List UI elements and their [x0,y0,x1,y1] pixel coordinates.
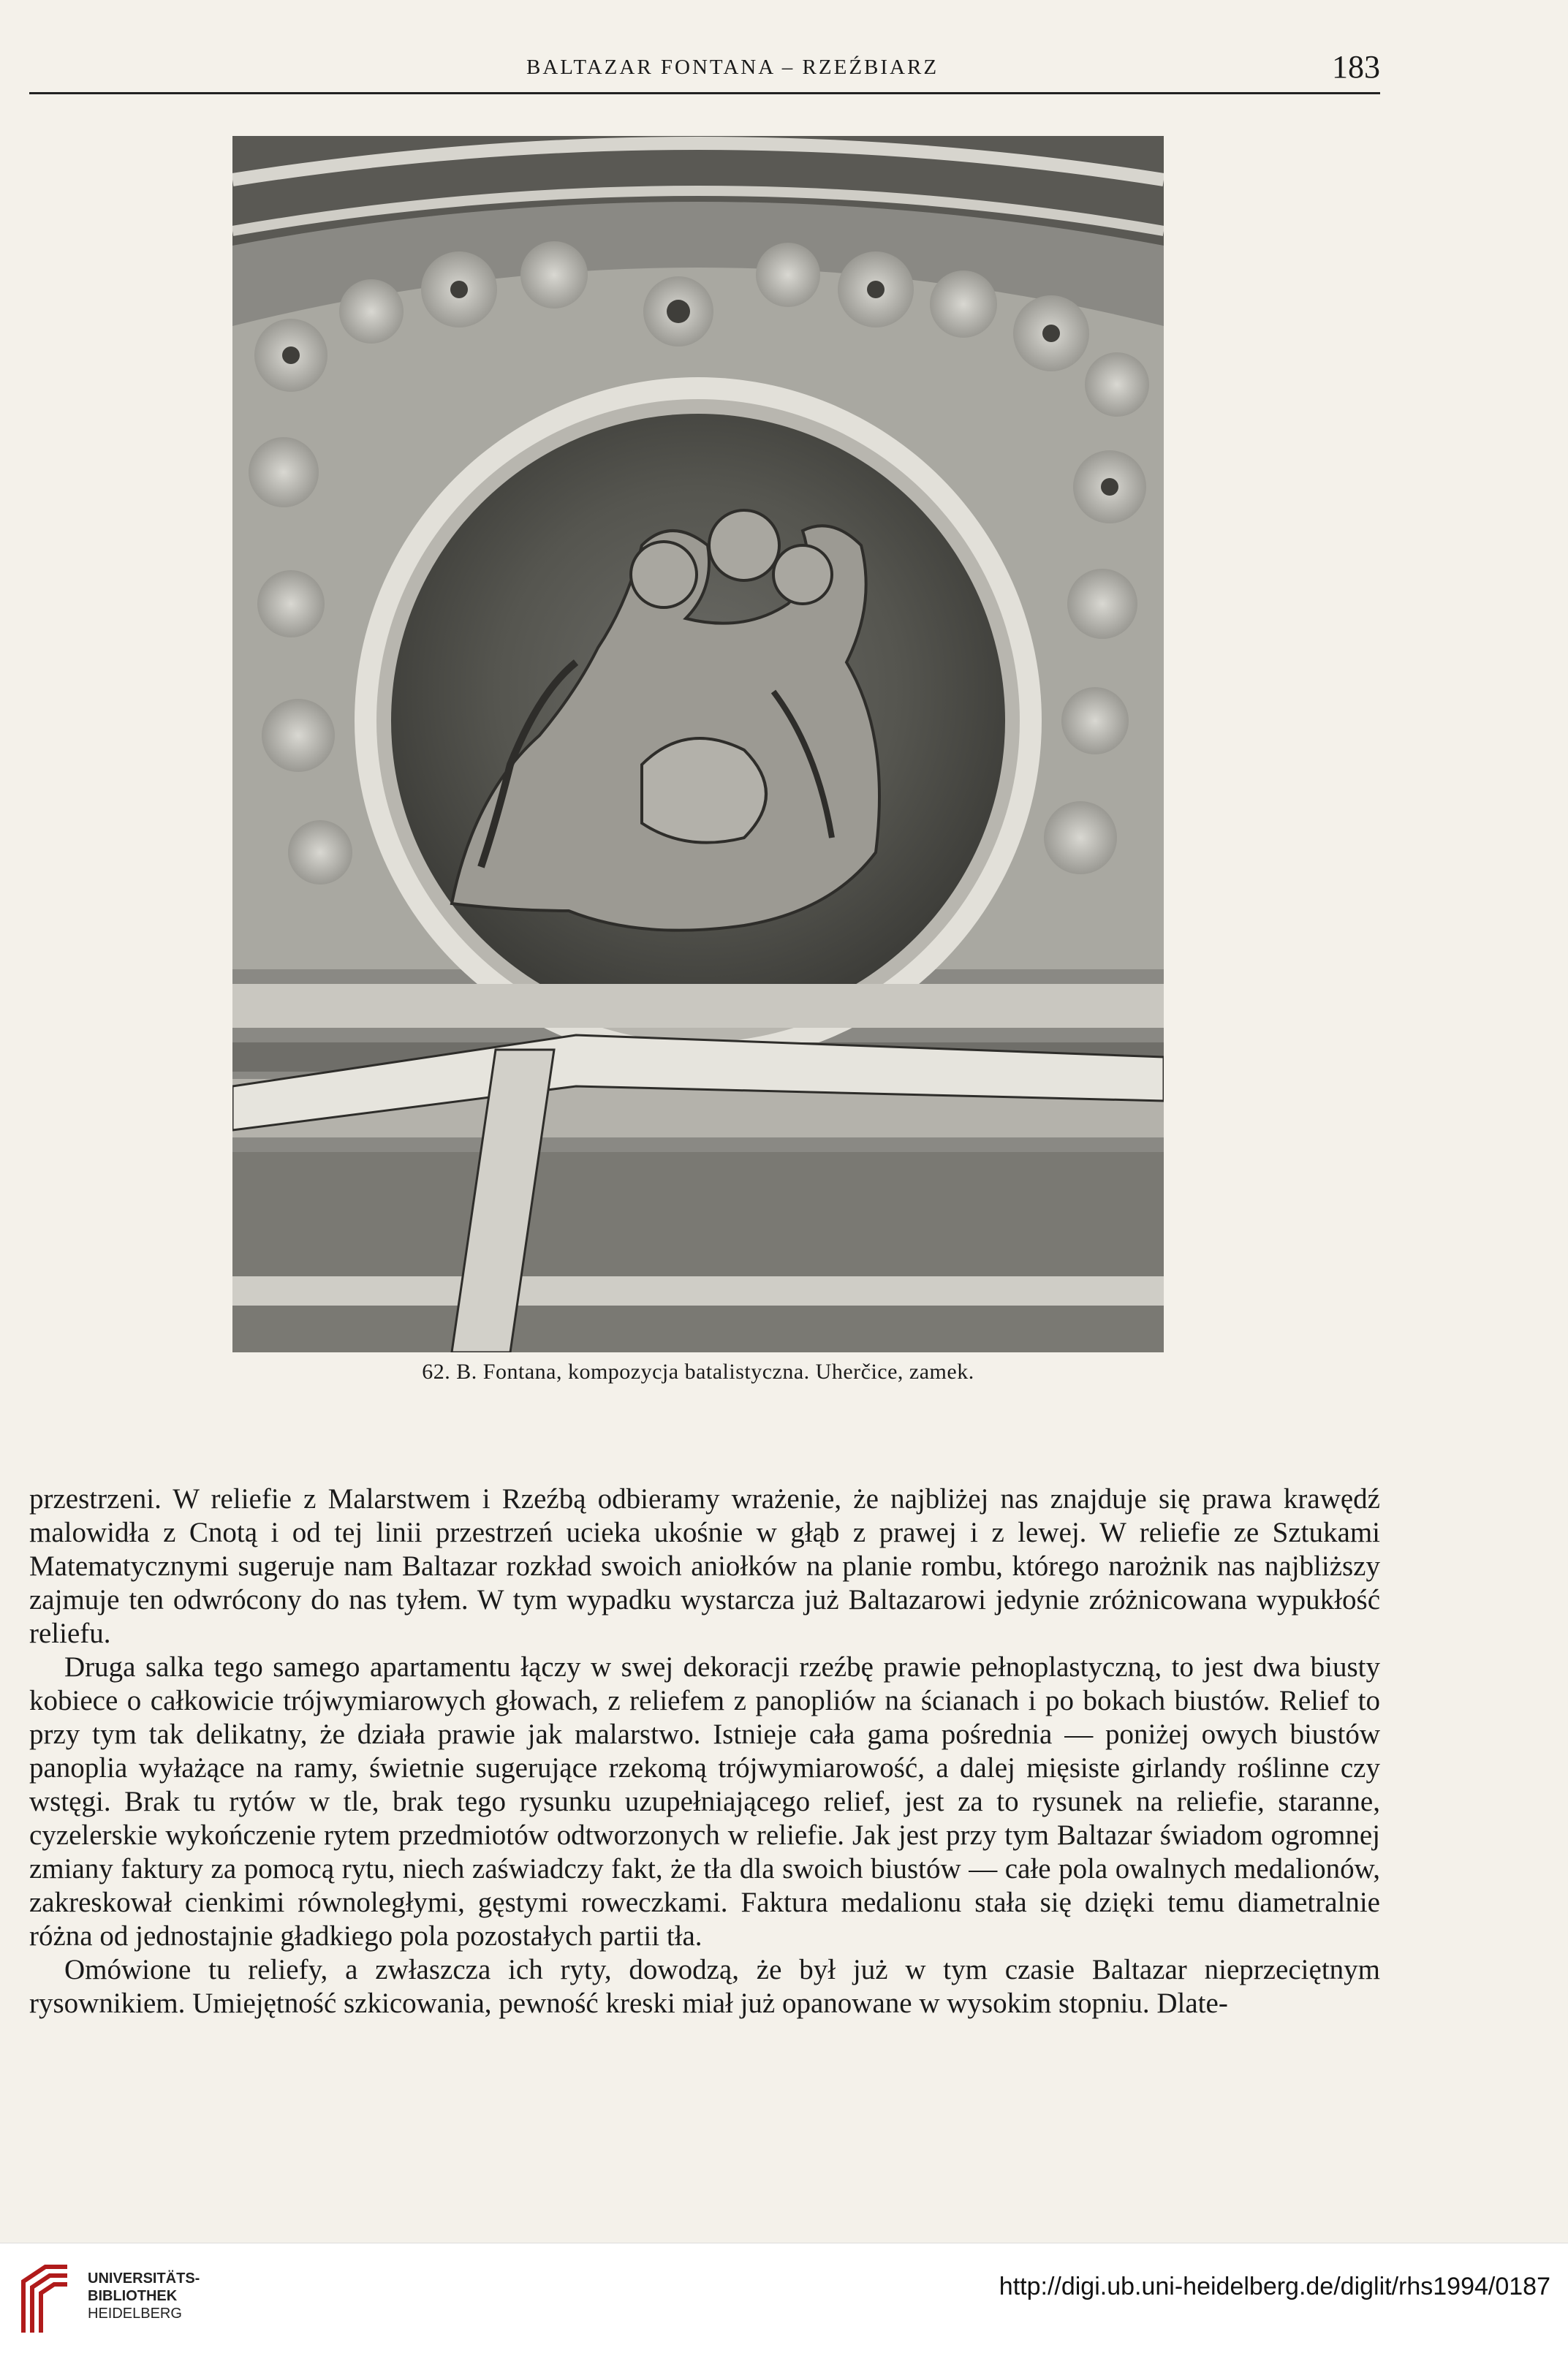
relief-photograph [232,136,1164,1352]
library-name-line: UNIVERSITÄTS- [88,2270,200,2287]
lower-cornice [232,984,1164,1028]
paragraph: przestrzeni. W reliefie z Malarstwem i Rzeźbą odbieramy wrażenie, że najbliżej nas znajduje się prawa krawędź malowidła z Cnotą i od tej linii przestrzeń ucieka ukośnie w głąb z prawej i z lewej. W reliefie ze Sztukami Matematycznymi sugeruje nam Baltazar rozkład swoich aniołków na planie rombu, którego narożnik nas najbliższy zajmuje ten odwrócony do nas tyłem. W tym wypadku wystarcza już Baltazarowi jedynie zróżnicowana wypukłość reliefu. [29,1483,1380,1649]
permalink-url[interactable]: http://digi.ub.uni-heidelberg.de/diglit/rhs1994/0187 [999,2273,1550,2300]
running-head [29,48,1380,94]
library-name [88,2270,200,2322]
library-logo-icon [16,2260,75,2340]
paragraph: Druga salka tego samego apartamentu łączy w swej dekoracji rzeźbę prawie pełnoplastyczną, to jest dwa biusty kobiece o całkowicie trójwymiarowych głowach, z reliefem z panopliów na ścianach i po bokach biustów. Relief to przy tym tak delikatny, że działa prawie jak malarstwo. Istnieje cała gama pośrednia — poniżej owych biustów panoplia wyłażące na ramy, świetnie sugerujące rzekomą trójwymiarowość, a dalej mięsiste girlandy roślinne czy wstęgi. Brak tu rytów w tle, brak tego rysunku uzupełniającego relief, jest za to rysunek na reliefie, staranne, cyzelerskie wykończenie rytem przedmiotów odtworzonych w reliefie. Jak jest przy tym Baltazar świadom ogromnej zmiany faktury za pomocą rytu, niech zaświadczy fakt, że tła dla swoich biustów — całe pola owalnych medalionów, zakreskował cienkimi równoległymi, gęstymi roweczkami. Faktura medalionu stała się dzięki temu diametralnie różna od jednostajnie gładkiego pola pozostałych partii tła. [29,1651,1380,1952]
page-number: 183 [1332,49,1380,85]
figure-caption: 62. B. Fontana, kompozycja batalistyczna. Uherčice, zamek. [422,1360,974,1384]
digitization-footer [0,2243,1568,2356]
body-text [29,1482,1380,2020]
library-logo [16,2260,200,2340]
running-title: BALTAZAR FONTANA – RZEŹBIARZ [526,56,939,79]
paragraph: Omówione tu reliefy, a zwłaszcza ich ryty, dowodzą, że był już w tym czasie Baltazar nieprzeciętnym rysownikiem. Umiejętność szkicowania, pewność kreski miał już opanowane w wysokim stopniu. Dlate- [29,1954,1380,2019]
relief-photograph-drawing [232,136,1164,1352]
library-name-line: BIBLIOTHEK [88,2288,178,2304]
library-name-line: HEIDELBERG [88,2306,182,2322]
